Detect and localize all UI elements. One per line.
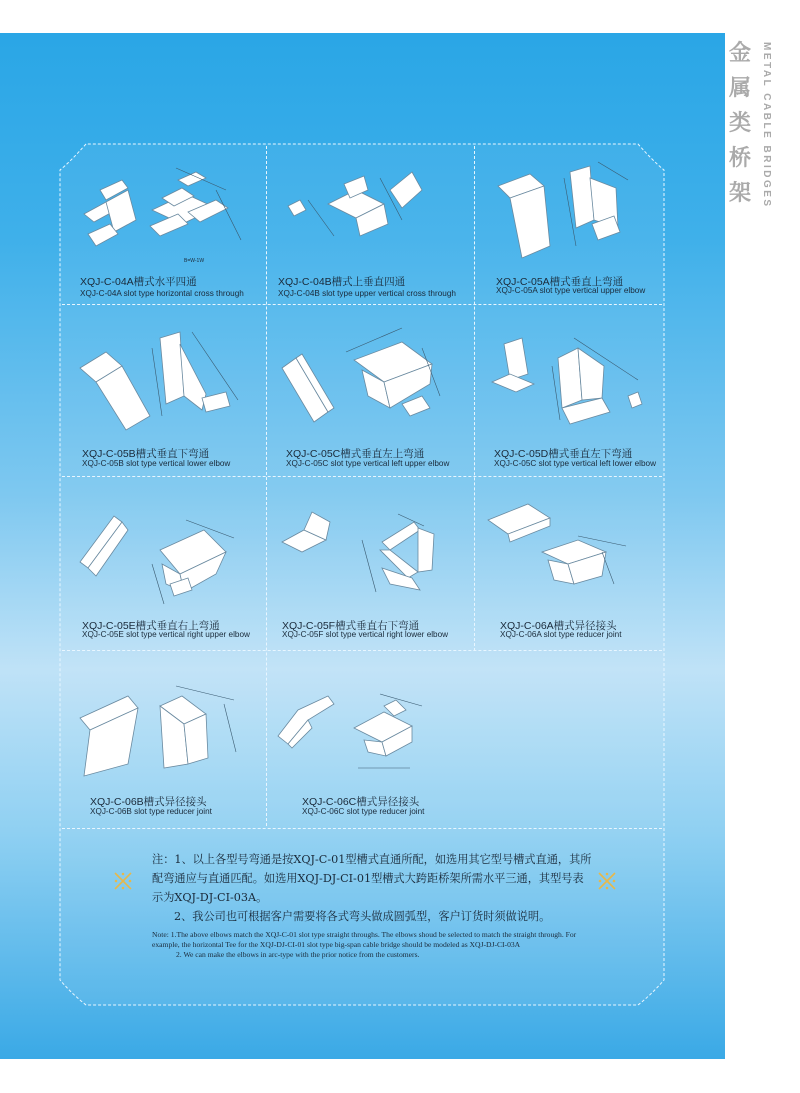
product-desc: XQJ-C-05B slot type vertical lower elbow <box>82 459 231 468</box>
product-code: XQJ-C-05E槽式垂直右上弯通 <box>82 620 220 632</box>
side-char: 桥 <box>728 145 751 171</box>
side-char: 属 <box>728 75 751 101</box>
reducer-joint-06c-drawing <box>272 656 472 791</box>
formula-label: B=W-1W <box>184 258 205 264</box>
product-desc: XQJ-C-05F slot type vertical right lower elbow <box>282 630 449 639</box>
product-desc: XQJ-C-06B slot type reducer joint <box>90 807 212 816</box>
vertical-right-lower-elbow-drawing <box>272 480 472 615</box>
product-desc: XQJ-C-05E slot type vertical right upper elbow <box>82 630 250 639</box>
product-code: XQJ-C-05C槽式垂直左上弯通 <box>286 448 425 460</box>
side-title-en: METAL CABLE BRIDGES <box>761 42 772 209</box>
product-cell-04a <box>66 150 270 320</box>
reducer-joint-06b-drawing <box>66 656 266 791</box>
side-title <box>728 36 772 209</box>
product-desc: XQJ-C-06A slot type reducer joint <box>500 630 622 639</box>
product-cell-04b <box>272 150 476 320</box>
product-cell-05b <box>66 308 270 478</box>
product-code: XQJ-C-05F槽式垂直右下弯通 <box>282 620 420 632</box>
product-code: XQJ-C-04B槽式上垂直四通 <box>278 276 406 288</box>
product-cell-05c <box>272 308 476 478</box>
product-desc: XQJ-C-04B slot type upper vertical cross through <box>278 289 456 298</box>
notes-english <box>152 930 592 960</box>
product-desc: XQJ-C-04A slot type horizontal cross through <box>80 289 244 298</box>
grid-divider <box>62 828 662 829</box>
product-code: XQJ-C-05D槽式垂直左下弯通 <box>494 448 633 460</box>
reducer-joint-06a-drawing <box>478 480 678 615</box>
product-code: XQJ-C-05B槽式垂直下弯通 <box>82 448 210 460</box>
product-cell-06a <box>478 480 682 650</box>
vertical-left-upper-elbow-drawing <box>272 308 472 438</box>
horizontal-cross-drawing <box>66 150 266 268</box>
product-desc: XQJ-C-06C slot type reducer joint <box>302 807 425 816</box>
vertical-lower-elbow-drawing <box>66 308 266 438</box>
product-cell-05f <box>272 480 476 650</box>
product-cell-05a <box>478 150 682 320</box>
vertical-upper-elbow-drawing <box>478 150 678 268</box>
product-desc: XQJ-C-05C slot type vertical left upper elbow <box>286 459 450 468</box>
product-code: XQJ-C-06A槽式异径接头 <box>500 620 617 632</box>
side-title-cn <box>728 36 752 211</box>
ornament-right-icon <box>596 870 618 892</box>
upper-vertical-cross-drawing <box>272 150 472 268</box>
product-cell-05e <box>66 480 270 650</box>
side-char: 金 <box>728 40 751 66</box>
product-desc: XQJ-C-05A slot type vertical upper elbow <box>496 286 646 295</box>
note-en-2: 2. We can make the elbows in arc-type with the prior notice from the customers. <box>176 950 420 959</box>
product-cell-06c <box>272 656 476 826</box>
vertical-right-upper-elbow-drawing <box>66 480 266 615</box>
notes-chinese <box>152 850 592 926</box>
note-cn-1: 注：1、以上各型号弯通是按XQJ-C-01型槽式直通所配，如选用其它型号槽式直通，其所配弯通应与直通匹配。如选用XQJ-DJ-CⅠ-01型槽式大跨距桥架所需水平三通，其型号表示为XQJ-DJ-CⅠ-03A。 <box>152 853 592 904</box>
product-desc: XQJ-C-05C slot type vertical left lower elbow <box>494 459 656 468</box>
product-cell-06b <box>66 656 270 826</box>
product-code: XQJ-C-06B槽式异径接头 <box>90 796 207 808</box>
ornament-left-icon <box>112 870 134 892</box>
product-code: XQJ-C-05A槽式垂直上弯通 <box>496 276 624 288</box>
product-code: XQJ-C-06C槽式异径接头 <box>302 796 420 808</box>
side-char: 类 <box>728 110 751 136</box>
note-en-1: Note: 1.The above elbows match the XQJ-C-01 slot type straight throughs. The elbows shoud be selected to match the straight through. For example, the horizontal Tee for the XQJ-DJ-CI-01 slot type big-span cable bridge should be modeled as XQJ-DJ-CI-03A <box>152 930 577 949</box>
vertical-left-lower-elbow-drawing <box>478 308 678 438</box>
side-char: 架 <box>728 180 751 206</box>
grid-divider <box>62 650 662 651</box>
note-cn-2: 2、我公司也可根据客户需要将各式弯头做成圆弧型，客户订货时须做说明。 <box>174 910 551 923</box>
product-code: XQJ-C-04A槽式水平四通 <box>80 276 197 288</box>
product-cell-05d <box>478 308 682 478</box>
